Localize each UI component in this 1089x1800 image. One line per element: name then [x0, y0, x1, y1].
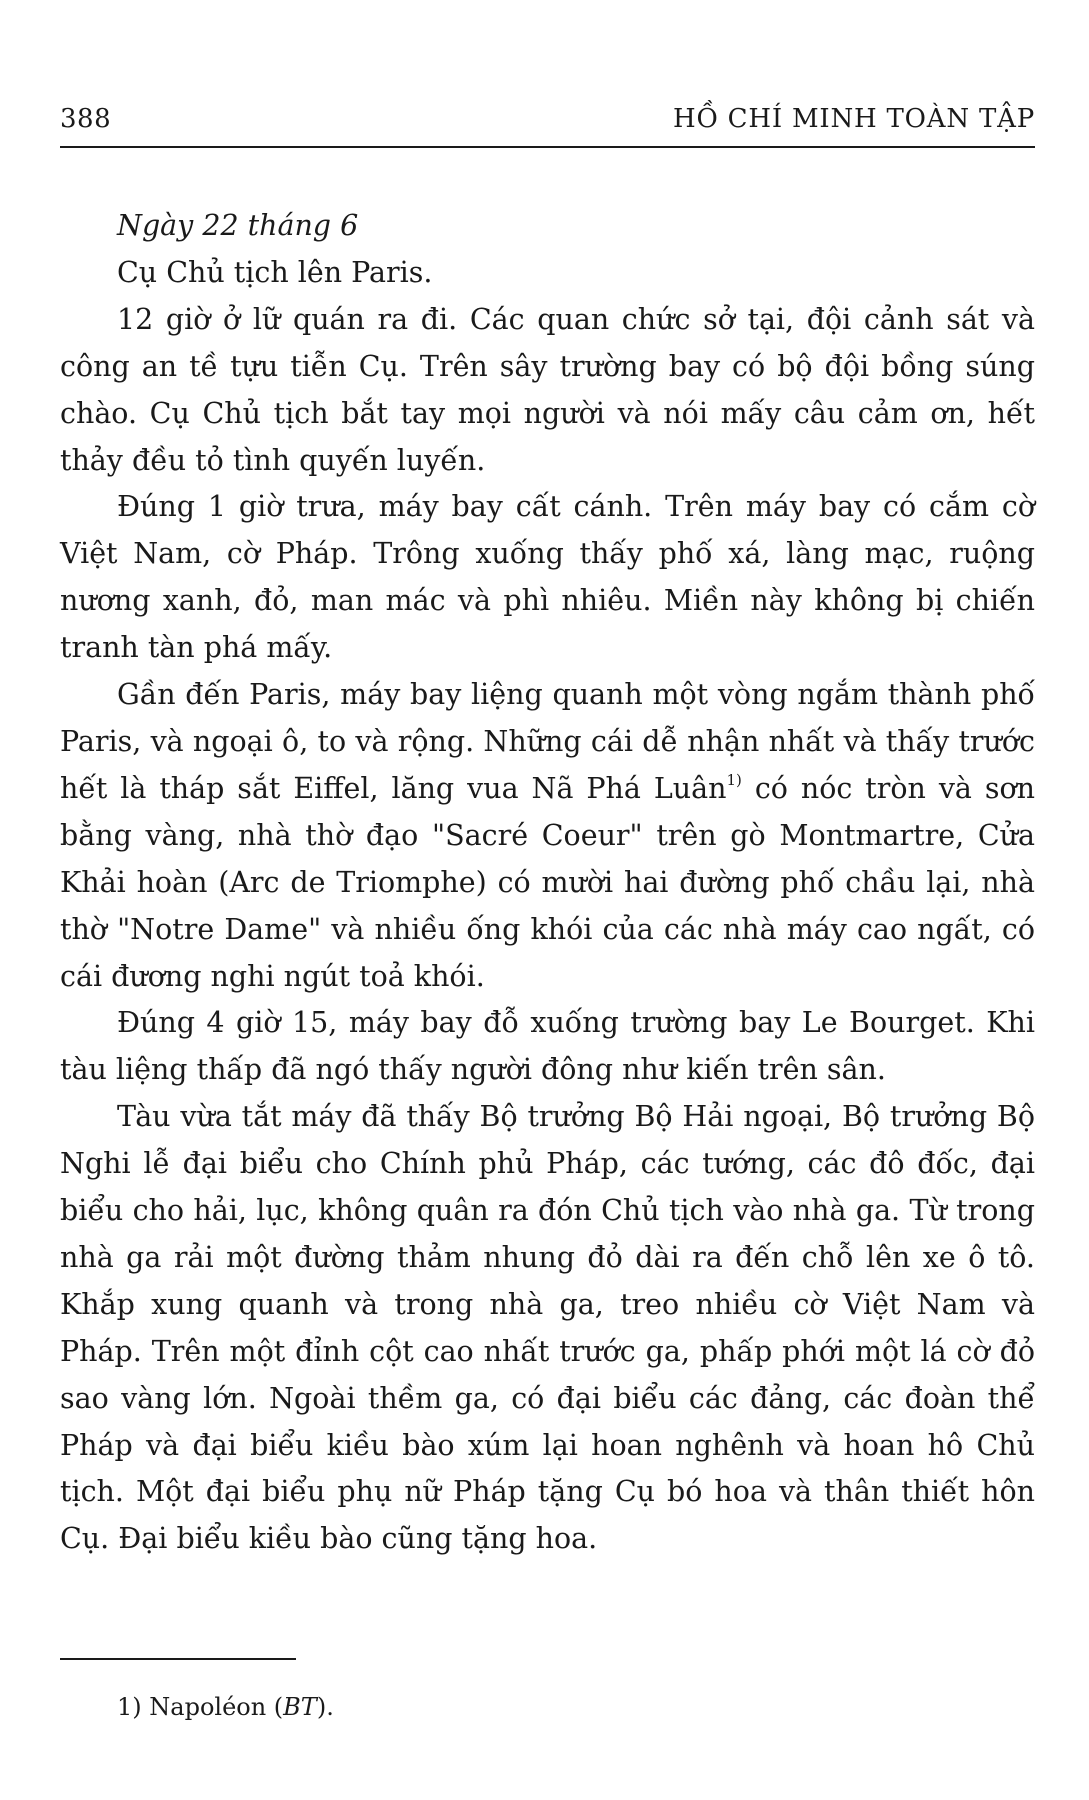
- paragraph-4-part-2: có nóc tròn và sơn bằng vàng, nhà thờ đạo "Sacré Coeur" trên gò Montmartre, Cửa Khải hoàn (Arc de Triomphe) có mười hai đường phố chầu lại, nhà thờ "Notre Dame" và nhiều ống khói của các nhà máy cao ngất, có cái đương nghi ngút toả khói.: [60, 771, 1035, 993]
- footnote-text-end: ).: [316, 1693, 334, 1721]
- paragraph-4: [60, 672, 1035, 1000]
- paragraph-5: Đúng 4 giờ 15, máy bay đỗ xuống trường bay Le Bourget. Khi tàu liệng thấp đã ngó thấy người đông như kiến trên sân.: [60, 1006, 1035, 1087]
- paragraph-1: Cụ Chủ tịch lên Paris.: [117, 255, 433, 289]
- paragraph-6: Tàu vừa tắt máy đã thấy Bộ trưởng Bộ Hải ngoại, Bộ trưởng Bộ Nghi lễ đại biểu cho Chính phủ Pháp, các tướng, các đô đốc, đại biểu cho hải, lục, không quân ra đón Chủ tịch vào nhà ga. Từ trong nhà ga rải một đường thảm nhung đỏ dài ra đến chỗ lên xe ô tô. Khắp xung quanh và trong nhà ga, treo nhiều cờ Việt Nam và Pháp. Trên một đỉnh cột cao nhất trước ga, phấp phới một lá cờ đỏ sao vàng lớn. Ngoài thềm ga, có đại biểu các đảng, các đoàn thể Pháp và đại biểu kiều bào xúm lại hoan nghênh và hoan hô Chủ tịch. Một đại biểu phụ nữ Pháp tặng Cụ bó hoa và thân thiết hôn Cụ. Đại biểu kiều bào cũng tặng hoa.: [60, 1100, 1035, 1556]
- paragraph-2: 12 giờ ở lữ quán ra đi. Các quan chức sở tại, đội cảnh sát và công an tề tựu tiễn Cụ. Trên sây trường bay có bộ đội bồng súng chào. Cụ Chủ tịch bắt tay mọi người và nói mấy câu cảm ơn, hết thảy đều tỏ tình quyến luyến.: [60, 302, 1035, 477]
- footnote-text: Napoléon (: [141, 1693, 284, 1721]
- book-title: HỒ CHÍ MINH TOÀN TẬP: [673, 104, 1035, 134]
- page-number: 388: [60, 104, 112, 134]
- footnote-reference: 1): [726, 770, 742, 789]
- book-page: [60, 0, 1035, 1800]
- footnote-marker: 1): [117, 1693, 142, 1721]
- footnote-abbreviation: BT: [283, 1693, 317, 1721]
- running-header: [60, 100, 1035, 148]
- paragraph-4-part-1: Gần đến Paris, máy bay liệng quanh một vòng ngắm thành phố Paris, và ngoại ô, to và rộng. Những cái dễ nhận nhất và thấy trước hết là tháp sắt Eiffel, lăng vua Nã Phá Luân: [60, 678, 1035, 805]
- paragraph-3: Đúng 1 giờ trưa, máy bay cất cánh. Trên máy bay có cắm cờ Việt Nam, cờ Pháp. Trông xuống thấy phố xá, làng mạc, ruộng nương xanh, đỏ, man mác và phì nhiêu. Miền này không bị chiến tranh tàn phá mấy.: [60, 490, 1035, 665]
- footnote: [117, 1692, 334, 1722]
- body-text: [60, 203, 1035, 1563]
- date-heading: Ngày 22 tháng 6: [117, 209, 359, 242]
- footnote-divider: [60, 1658, 296, 1660]
